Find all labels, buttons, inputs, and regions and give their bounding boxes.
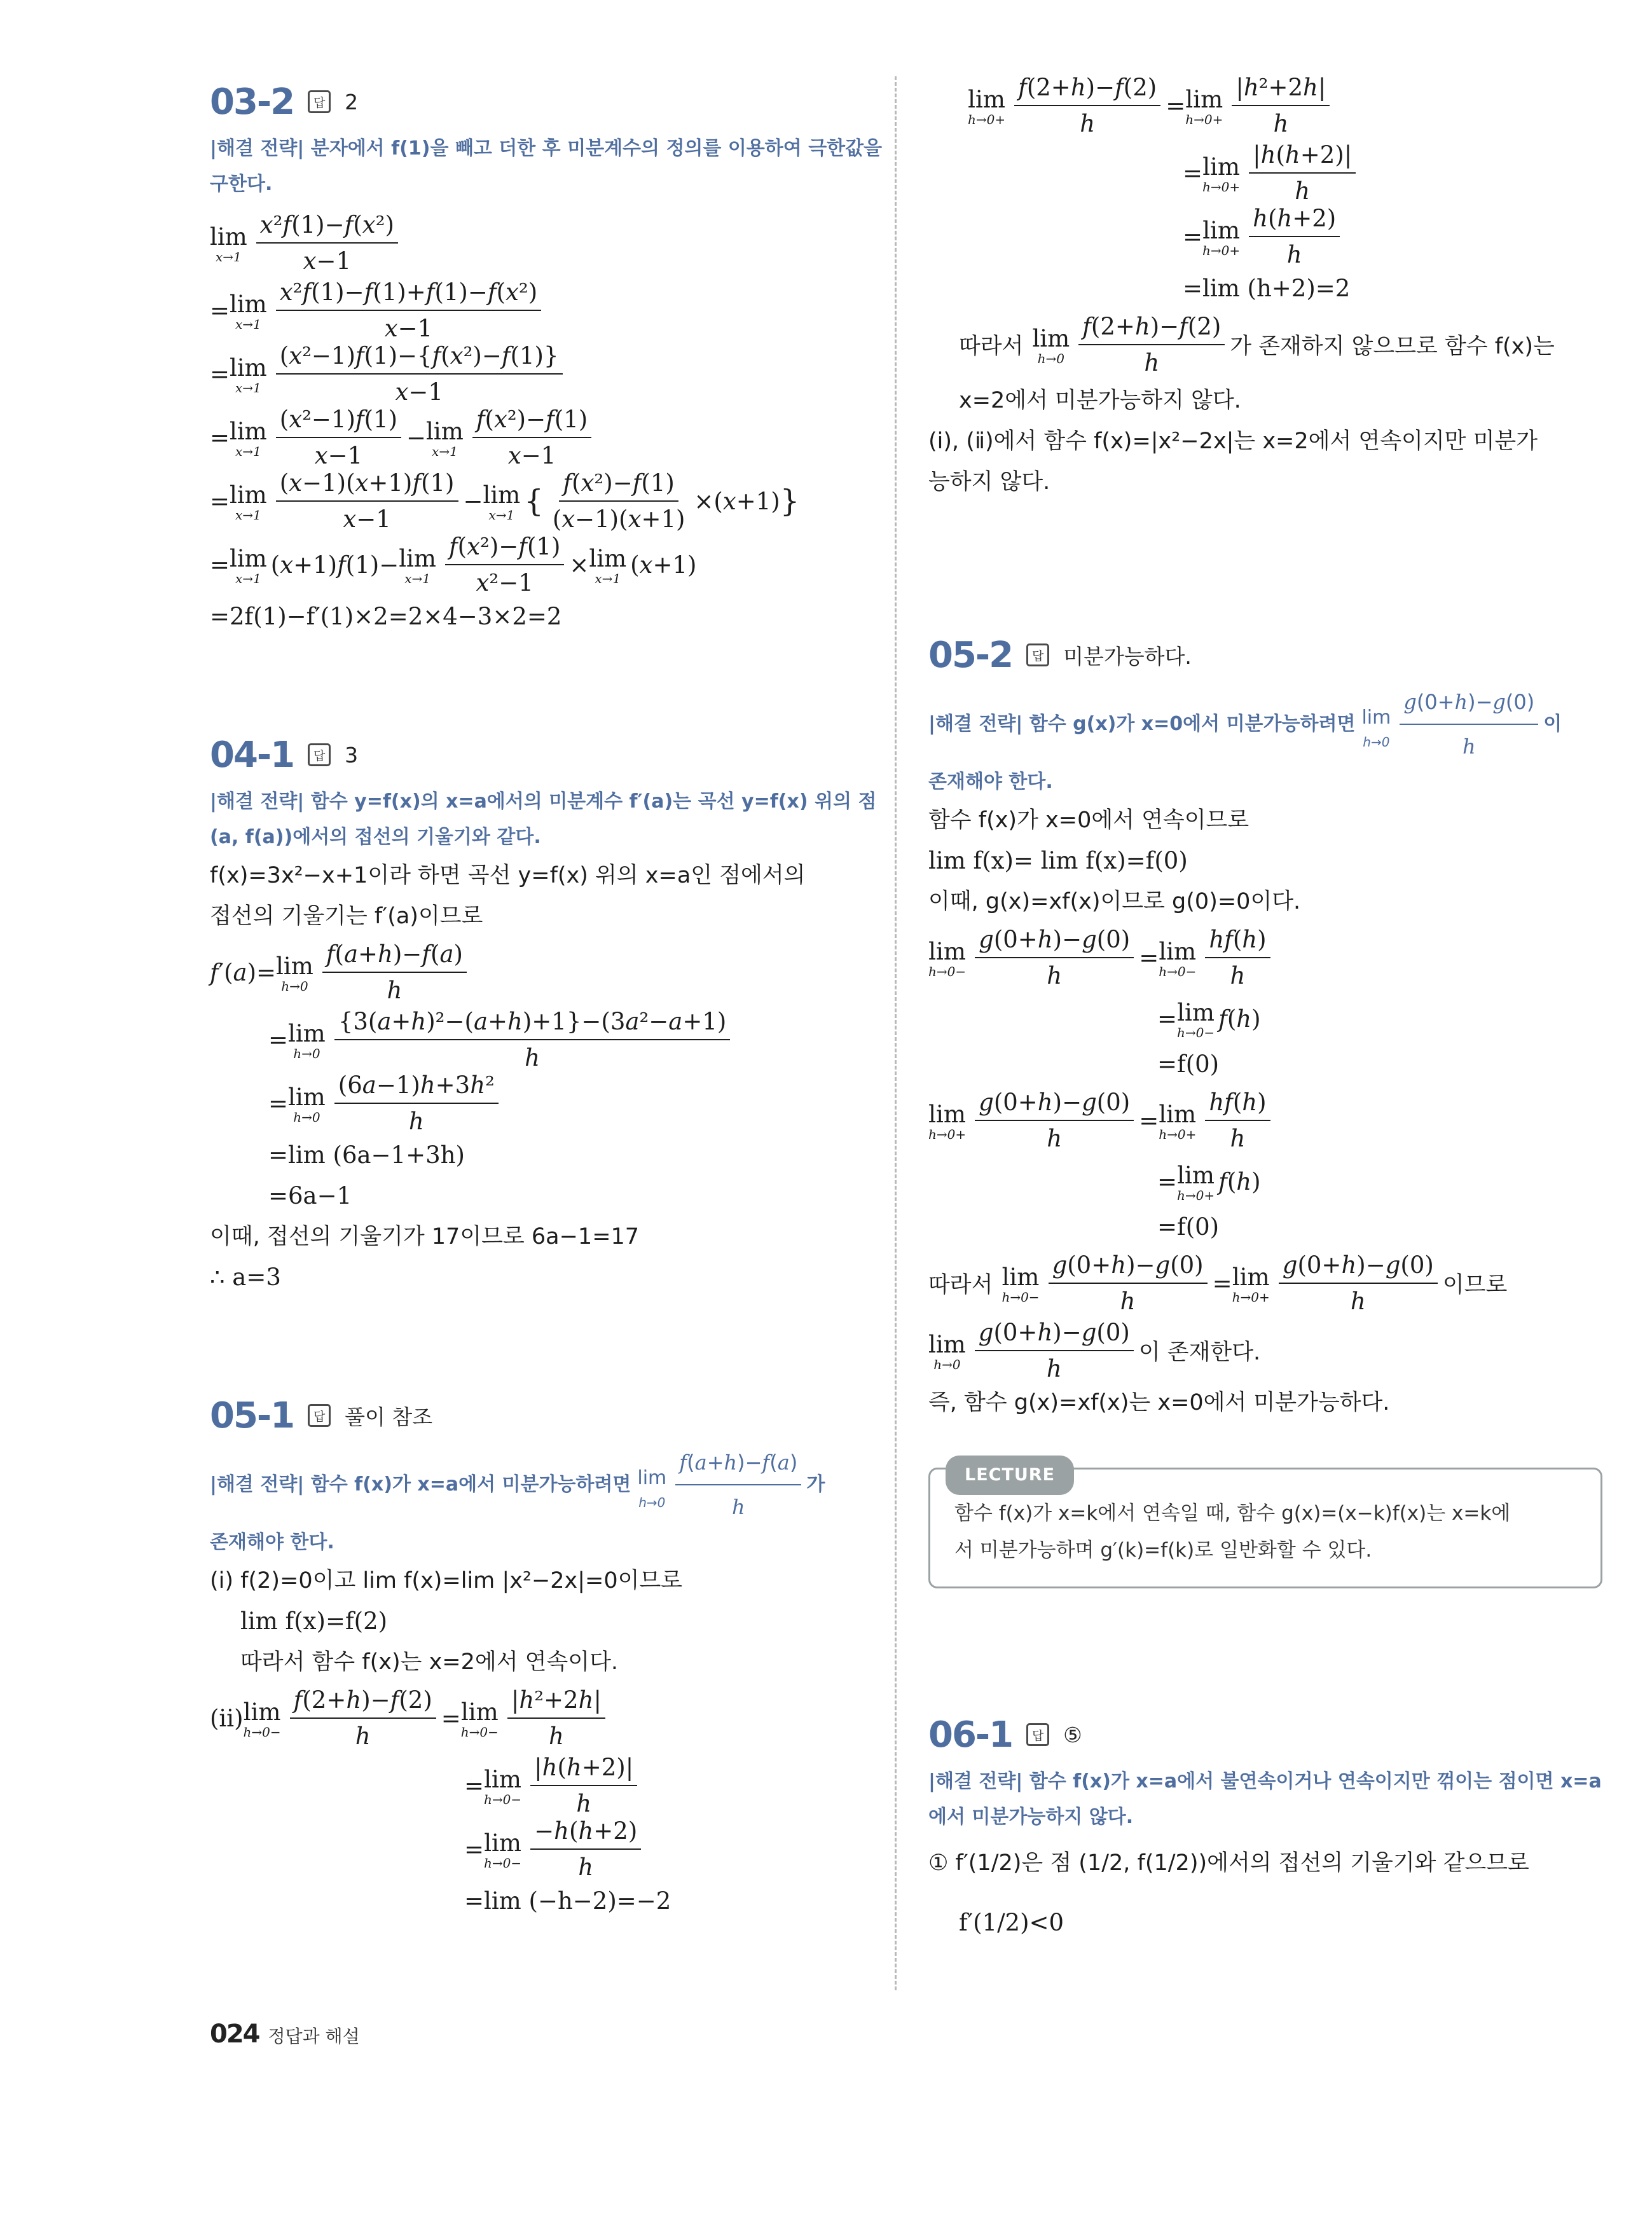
problem-number: 04-1 (210, 734, 294, 776)
answer-value: 미분가능하다. (1063, 644, 1192, 669)
text-line: (ⅰ), (ⅱ)에서 함수 f(x)=|x²−2x|는 x=2에서 연속이지만 미분가 (928, 429, 1538, 454)
problem-number: 03-2 (210, 81, 294, 123)
page-label: 정답과 해설 (268, 2026, 360, 2047)
left-column (210, 76, 884, 1922)
strategy-text: 함수 g(x)가 x=0에서 미분가능하려면 (1029, 713, 1356, 735)
derivation: lim x→1 $\frac{\text{x²f(1)−f(x²)}}{x-1}$ = lim x→1 $\frac{\text{x²f(1)−f(1)+f(1)−f(x²)}}{x-1}$ = lim x→1 $\frac{\text{(x²−1)f(1)−\{f(x²)−f(1)\}}}{x-1}$ = lim x→1 $\frac{\text{(x²−1)f(1)}}{x-1}$ − lim x→1 $\frac{\text{f(x²)−f(1)}}{x-1}$ = lim x→1 $\frac{(x-1)(x+1)f(1)}{x-1}$ − lim x→1 { $\frac{\text{f(x²)−f(1)}}{(x-1)(x+1)}$ ×(x+1) } = lim x→1 (x+1)f(1)− lim x→1 $\frac{\text{f(x²)−f(1)}}{\text{x²−1}}$ × lim x→1 (x+1) =2f(1)−f′(1)×2=2×4−3×2=2 (210, 207, 884, 637)
strategy-text: 가 (806, 1473, 825, 1496)
problem-header (210, 76, 884, 127)
derivation-step: =6a−1 (268, 1182, 352, 1209)
lecture-text: 서 미분가능하며 g′(k)=f(k)로 일반화할 수 있다. (954, 1539, 1372, 1562)
derivation-step: =f(0) (1157, 1050, 1220, 1078)
page-footer (210, 2020, 360, 2049)
problem-number: 05-1 (210, 1394, 294, 1436)
derivation: f′(a)= lim h→0 $\frac{f(a+h)-f(a)}{h}$ = lim h→0 $\frac{\text{\{3(a+h)²−(a+h)+1\}−(3a²−a+1)}}{h}$ = lim h→0 $\frac{\text{(6a−1)h+3h²}}{h}$ =lim (6a−1+3h) =6a−1 (210, 937, 884, 1216)
problem-number: 05-2 (928, 634, 1013, 676)
problem-05-1-continued: lim h→0+ $\frac{f(2+h)-f(2)}{h}$ = lim h→0+ $\frac{\text{|h²+2h|}}{h}$ = lim h→0+ $\frac{|h(h+2)|}{h}$ = lim h→0+ $\frac{h(h+2)}{h}$ =lim (h+2)=2 따라서 lim h→0 $\frac{f(2+h)-f(2)}{h}$ 가 존재하지 않으므로 함수 f(x)는 x=2에서 미분가능하지 않다. (ⅰ), (ⅱ)에서 함수 f(x)=|x²−2x|는 x=2에서 연속이지만 미분가 능하지 않다. (928, 70, 1602, 502)
derivation-step: =lim (6a−1+3h) (268, 1141, 465, 1169)
final-result: =2f(1)−f′(1)×2=2×4−3×2=2 (210, 603, 562, 630)
text-line: 이 존재한다. (1138, 1340, 1261, 1365)
derivation-step: =lim (−h−2)=−2 (464, 1887, 671, 1915)
problem-number: 06-1 (928, 1714, 1013, 1756)
solution-strategy (210, 784, 884, 855)
text-line: 접선의 기울기는 f′(a)이므로 (210, 904, 483, 929)
text-line: 함수 f(x)가 x=0에서 연속이므로 (928, 808, 1249, 833)
answer-icon: 답 (1026, 644, 1049, 666)
text-line: x=2에서 미분가능하지 않다. (959, 388, 1241, 413)
strategy-text: 함수 y=f(x)의 x=a에서의 미분계수 f′(a)는 곡선 y=f(x) 위의 점 (a, f(a))에서의 접선의 기울기와 같다. (210, 790, 877, 848)
text-line: lim f(x)=f(2) (240, 1607, 388, 1635)
conclusion: ∴ a=3 (210, 1263, 281, 1291)
problem-04-1 (210, 729, 884, 1298)
text-line: f′(1/2)<0 (959, 1909, 1064, 1936)
case-label: (ⅱ) (210, 1704, 244, 1732)
derivation: lim h→0− $\frac{g(0+h)-g(0)}{h}$ = lim h→0− $\frac{hf(h)}{h}$ = lim h→0− f(h) =f(0) lim h→0+ $\frac{g(0+h)-g(0)}{h}$ = lim h→0+ $\frac{hf(h)}{h}$ = lim h→0+ f(h) =f(0) 따라서 lim h→0− $\frac{g(0+h)-g(0)}{h}$ = lim h→0+ $\frac{g(0+h)-g(0)}{h}$ 이므로 lim h→0 $\frac{g(0+h)-g(0)}{h}$ 이 존재한다. (928, 922, 1602, 1382)
answer-icon: 답 (308, 743, 331, 766)
strategy-text: 함수 f(x)가 x=a에서 미분가능하려면 (310, 1473, 631, 1496)
text-line: ① f′(1/2)은 점 (1/2, f(1/2))에서의 접선의 기울기와 같으므로 (928, 1850, 1529, 1876)
derivation: (ⅱ) lim h→0− $\frac{f(2+h)-f(2)}{h}$ = lim h→0− $\frac{\text{|h²+2h|}}{h}$ = lim h→0− $\frac{|h(h+2)|}{h}$ = lim h→0− $\frac{-h(h+2)}{h}$ =lim (−h−2)=−2 (210, 1683, 884, 1922)
derivation-step: =f(0) (1157, 1213, 1220, 1241)
strategy-text: 존재해야 한다. (210, 1531, 334, 1553)
strategy-text: 함수 f(x)가 x=a에서 불연속이거나 연속이지만 꺾이는 점이면 x=a에서 미분가능하지 않다. (928, 1770, 1602, 1828)
problem-05-1 (210, 1390, 884, 1922)
text-line: (ⅰ) f(2)=0이고 lim f(x)=lim |x²−2x|=0이므로 (210, 1568, 683, 1593)
strategy-tag: |해결 전략| (928, 713, 1023, 735)
lecture-badge: LECTURE (946, 1456, 1074, 1495)
solution-strategy: |해결 전략| 함수 g(x)가 x=0에서 미분가능하려면 lim h→0 $\frac{g(0+h)-g(0)}{h}$ 이 존재해야 한다. (928, 684, 1602, 800)
problem-header (928, 1709, 1602, 1760)
answer-value: 2 (345, 89, 359, 114)
solution-strategy (928, 1764, 1602, 1835)
right-column (928, 76, 1602, 1943)
text-line: 가 존재하지 않으므로 함수 f(x)는 (1230, 334, 1555, 359)
answer-icon: 답 (1026, 1723, 1049, 1746)
problem-03-2 (210, 76, 884, 637)
page-number: 024 (210, 2020, 259, 2049)
lecture-text: 함수 f(x)가 x=k에서 연속일 때, 함수 g(x)=(x−k)f(x)는 x=k에 (954, 1502, 1511, 1525)
solution-strategy: |해결 전략| 함수 f(x)가 x=a에서 미분가능하려면 lim h→0 $\frac{f(a+h)-f(a)}{h}$ 가 존재해야 한다. (210, 1445, 884, 1560)
lecture-box (928, 1465, 1602, 1588)
text-line: f(x)=3x²−x+1이라 하면 곡선 y=f(x) 위의 x=a인 점에서의 (210, 863, 806, 888)
answer-icon: 답 (308, 90, 331, 113)
strategy-tag: |해결 전략| (210, 1473, 305, 1496)
derivation-step: =lim (h+2)=2 (1183, 275, 1351, 302)
answer-value: 풀이 참조 (345, 1404, 433, 1429)
text-line: 따라서 (928, 1272, 993, 1298)
solution-strategy (210, 131, 884, 202)
strategy-text: 분자에서 f(1)을 빼고 더한 후 미분계수의 정의를 이용하여 극한값을 구한다. (210, 137, 883, 195)
problem-05-2 (928, 630, 1602, 1588)
problem-header (210, 1390, 884, 1441)
answer-value: 3 (345, 742, 359, 767)
problem-header (210, 729, 884, 780)
answer-value: ⑤ (1063, 1722, 1082, 1747)
answer-icon: 답 (308, 1404, 331, 1427)
text-line: 능하지 않다. (928, 469, 1050, 495)
text-line: 즉, 함수 g(x)=xf(x)는 x=0에서 미분가능하다. (928, 1390, 1390, 1415)
text-line: 따라서 (959, 334, 1024, 359)
text-line: lim f(x)= lim f(x)=f(0) (928, 847, 1188, 874)
strategy-text: 이 (1543, 713, 1562, 735)
text-line: 따라서 함수 f(x)는 x=2에서 연속이다. (240, 1649, 618, 1675)
strategy-tag: |해결 전략| (210, 790, 305, 813)
text-line: 이때, 접선의 기울기가 17이므로 6a−1=17 (210, 1224, 640, 1249)
strategy-text: 존재해야 한다. (928, 771, 1053, 793)
problem-header (928, 630, 1602, 680)
text-line: 이므로 (1442, 1272, 1508, 1298)
strategy-tag: |해결 전략| (928, 1770, 1023, 1793)
text-line: 이때, g(x)=xf(x)이므로 g(0)=0이다. (928, 889, 1301, 914)
strategy-tag: |해결 전략| (210, 137, 305, 160)
problem-06-1 (928, 1709, 1602, 1943)
column-divider (895, 76, 897, 1990)
